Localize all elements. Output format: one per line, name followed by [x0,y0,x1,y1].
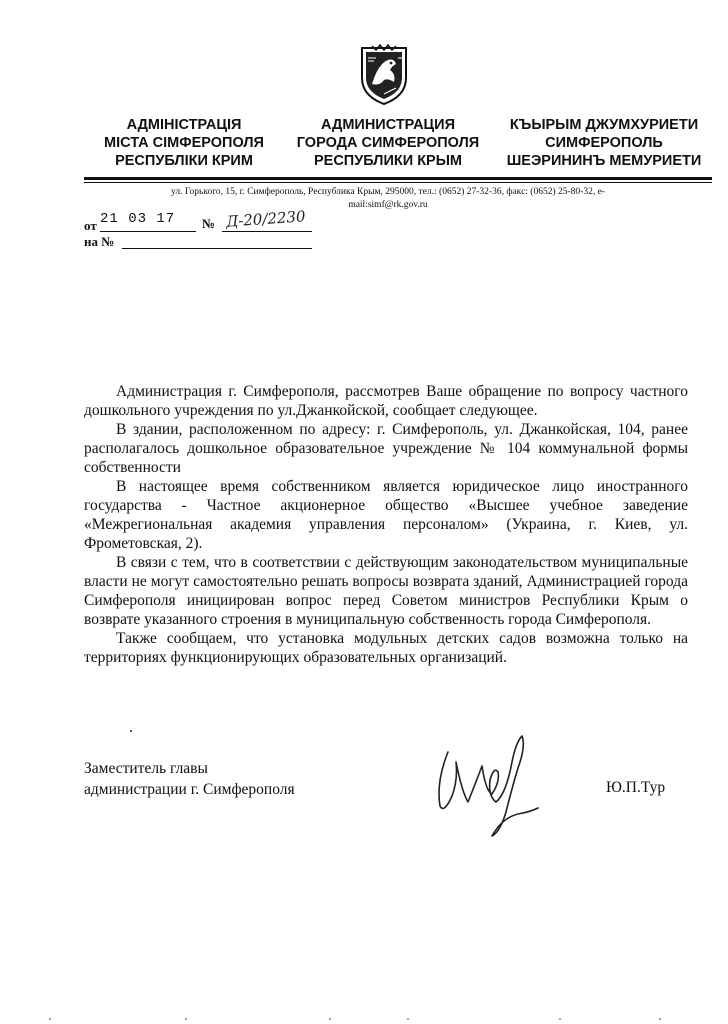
handwritten-signature-icon [426,722,546,842]
address-line: ул. Горького, 15, г. Симферополь, Республика Крым, 295000, тел.: (0652) 27-32-36, факс: (0652) 25-80-32, e- [171,187,605,197]
header-line: АДМИНИСТРАЦИЯ [320,117,455,133]
header-line: КЪЫРЫМ ДЖУМХУРИЕТИ [509,117,699,133]
signatory-name: Ю.П.Тур [606,779,666,796]
paragraph: Также сообщаем, что установка модульных детских садов возможна только на территориях функционирующих образовательных организаций. [84,630,688,666]
date-underline [100,231,196,232]
header-line: МІСТА СІМФЕРОПОЛЯ [104,135,264,151]
scan-edge-marks [0,1016,728,1022]
number-underline [222,231,312,232]
header-line: СИМФЕРОПОЛЬ [545,135,663,151]
from-label: от [84,218,97,233]
address-block [118,186,658,212]
header-crimean-tatar [498,116,710,170]
paragraph: В настоящее время собственником является юридическое лицо иностранного государства - Частное акционерное общество «Высшее учебное заведение «Межрегиональная академия управления персоналом» (Украина, г. Киев, ул. Фрометовская, 2). [84,478,688,552]
crimea-coat-of-arms-icon [358,44,410,106]
reply-underline [122,248,312,249]
stray-mark [130,730,132,732]
header-line: АДМІНІСТРАЦІЯ [126,117,242,133]
date-value: 21 03 17 [100,211,176,227]
signatory-title [84,758,295,800]
header-divider-thick [84,177,712,180]
signatory-title-line: Заместитель главы [84,760,208,777]
header-line: ГОРОДА СИМФЕРОПОЛЯ [296,135,480,151]
letter-body [84,382,688,667]
number-value: Д-20/2230 [225,207,307,231]
header-line: РЕСПУБЛІКИ КРИМ [115,153,253,169]
paragraph: В связи с тем, что в соответствии с действующим законодательством муниципальные власти не могут самостоятельно решать вопросы возврата зданий, Администрацией города Симферополя инициирован вопрос перед Советом министров Республики Крым о возврате указанного строения в муниципальную собственность города Симферополя. [84,554,688,628]
header-divider-thin [84,182,712,183]
paragraph: В здании, расположенном по адресу: г. Симферополь, ул. Джанкойская, 104, ранее располагалось дошкольное образовательное учреждение № 104 коммунальной формы собственности [84,421,688,476]
header-russian [288,116,488,170]
reply-label: на № [84,234,115,249]
paragraph: Администрация г. Симферополя, рассмотрев Ваше обращение по вопросу частного дошкольного учреждения по ул.Джанкойской, сообщает следующее. [84,383,688,419]
signatory-title-line: администрации г. Симферополя [84,781,295,798]
number-label: № [202,216,216,231]
header-ukrainian [84,116,284,170]
header-line: РЕСПУБЛИКИ КРЫМ [313,153,462,169]
header-line: ШЕЭРИНИНЪ МЕМУРИЕТИ [506,153,702,169]
address-line: mail:simf@rk.gov.ru [348,200,428,210]
